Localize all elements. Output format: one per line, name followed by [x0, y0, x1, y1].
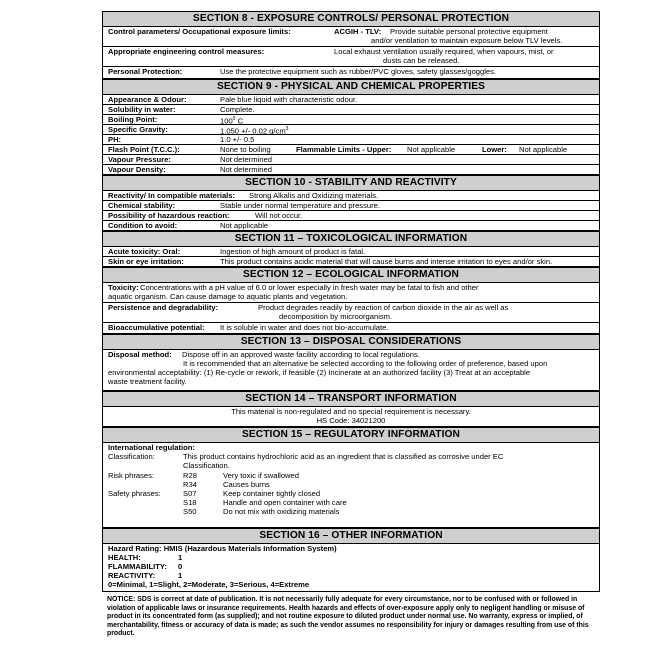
acgih-line-1: Provide suitable personal protective equipment	[390, 27, 548, 36]
section-15-header: SECTION 15 – REGULATORY INFORMATION	[102, 427, 600, 443]
solubility-row	[103, 105, 599, 115]
section-9-header: SECTION 9 - PHYSICAL AND CHEMICAL PROPERTIES	[102, 79, 600, 95]
flash-point-label: Flash Point (T.C.C.):	[108, 145, 180, 154]
sds-sheet	[102, 11, 600, 639]
skin-eye-irritation-label: Skin or eye irritation:	[108, 257, 184, 266]
section-10-header: SECTION 10 - STABILITY AND REACTIVITY	[102, 175, 600, 191]
section-13-header: SECTION 13 – DISPOSAL CONSIDERATIONS	[102, 334, 600, 350]
personal-protection-value: Use the protective equipment such as rubber/PVC gloves, safety glasses/goggles.	[220, 67, 497, 76]
bioaccumulative-label: Bioaccumulative potential:	[108, 323, 205, 332]
condition-to-avoid-value: Not applicable	[220, 221, 269, 230]
disposal-line-2: It is recommended that an alternative be selected according to the following order of preference, based upon	[183, 359, 548, 368]
section-11-body	[102, 247, 600, 267]
risk-phrases-label: Risk phrases:	[108, 471, 155, 480]
solubility-value: Complete.	[220, 105, 255, 114]
control-parameters-label: Control parameters/ Occupational exposure limits:	[108, 27, 291, 36]
toxicity-line-2: aquatic organism. Can cause damage to aquatic plants and vegetation.	[108, 292, 348, 301]
disposal-line-1: Dispose off in an approved waste facility according to local regulations.	[182, 350, 420, 359]
disposal-line-3: environmental acceptability: (1) Re-cycle or rework, if feasible (2) Incinerate at an authorized facility (3) Treat at an acceptable	[108, 368, 531, 377]
flammability-value: 0	[178, 562, 183, 571]
disposal-method-label: Disposal method:	[108, 350, 172, 359]
safety-code-3: S50	[183, 507, 197, 516]
flammable-upper-value: Not applicable	[407, 145, 456, 154]
reactivity-label: REACTIVITY:	[108, 571, 156, 580]
notice-text: NOTICE: SDS is correct at date of publication. It is not necessarily fully adequate for every circumstance, nor to be confused with or followed in violation of applicable laws or insurance requirements. Health hazards and effects of over-exposure apply only to negligent handling or misuse of product in its concentrated form (as supplied); and not routine exposure to diluted product under normal use. No warranty, express or implied, of merchantability, fitness or accuracy of data is made; as such the vendor assumes no responsibility for injury or damages resulting from use of this product.	[107, 596, 589, 638]
ph-label: PH:	[108, 135, 122, 144]
transport-line-1: This material is non-regulated and no special requirement is necessary.	[231, 407, 471, 416]
flash-point-value: None to boiling	[220, 145, 271, 154]
vapour-density-value: Not determined	[220, 165, 272, 174]
hazardous-reaction-row	[103, 211, 599, 221]
hazardous-reaction-value: Will not occur.	[255, 211, 303, 220]
acgih-line-2: and/or ventilation to maintain exposure below TLV levels.	[371, 36, 563, 45]
condition-to-avoid-label: Condition to avoid:	[108, 221, 178, 230]
specific-gravity-number: 1.050 +/- 0.02 g/cm	[220, 126, 286, 136]
classification-label: Classification:	[108, 452, 155, 461]
appearance-row	[103, 95, 599, 105]
skin-eye-irritation-value: This product contains acidic material that will cause burns and intense irritation to eyes and/or skin.	[220, 257, 553, 266]
vapour-density-label: Vapour Density:	[108, 165, 166, 174]
persistence-line-1: Product degrades readily by reaction of carbon dioxide in the air as well as	[258, 303, 509, 312]
flammable-lower-value: Not applicable	[519, 145, 568, 154]
section-10-body	[102, 191, 600, 231]
chemical-stability-label: Chemical stability:	[108, 201, 176, 210]
disposal-method-row	[103, 350, 599, 390]
persistence-label: Persistence and degradability:	[108, 303, 219, 312]
acgih-label: ACGIH - TLV:	[334, 27, 382, 36]
appearance-label: Appearance & Odour:	[108, 95, 187, 104]
specific-gravity-exponent: 3	[285, 126, 289, 132]
regulatory-block	[103, 443, 599, 527]
toxicity-line-1: Concentrations with a pH value of 6.0 or lower especially in fresh water may be fatal to fish and other	[140, 283, 479, 292]
flash-point-row	[103, 145, 599, 155]
hazard-rating-line: Hazard Rating: HMIS (Hazardous Materials Information System)	[108, 544, 337, 553]
safety-code-2: S18	[183, 498, 197, 507]
ph-row	[103, 135, 599, 145]
safety-text-1: Keep container tightly closed	[223, 489, 321, 498]
section-14-body	[102, 407, 600, 427]
safety-phrases-label: Safety phrases:	[108, 489, 161, 498]
control-parameters-row	[103, 27, 599, 47]
section-15-body	[102, 443, 600, 528]
bioaccumulative-row	[103, 323, 599, 333]
vapour-pressure-value: Not determined	[220, 155, 272, 164]
reactivity-value: 1	[178, 571, 183, 580]
disposal-line-4: waste treatment facility.	[108, 377, 187, 386]
safety-code-1: S07	[183, 489, 197, 498]
skin-eye-irritation-row	[103, 257, 599, 266]
health-value: 1	[178, 553, 183, 562]
rating-scale: 0=Minimal, 1=Slight, 2=Moderate, 3=Serious, 4=Extreme	[108, 580, 310, 589]
engineering-line-1: Local exhaust ventilation usually required, when vapours, mist, or	[334, 47, 554, 56]
international-regulation-label: International regulation:	[108, 443, 195, 452]
boiling-point-degree: 0	[232, 116, 236, 122]
solubility-label: Solubility in water:	[108, 105, 176, 114]
chemical-stability-value: Stable under normal temperature and pressure.	[220, 201, 380, 210]
flammable-upper-label: Flammable Limits - Upper:	[296, 145, 392, 154]
bioaccumulative-value: It is soluble in water and does not bio-accumulate.	[220, 323, 389, 332]
engineering-controls-row	[103, 47, 599, 67]
specific-gravity-label: Specific Gravity:	[108, 125, 168, 134]
specific-gravity-row	[103, 125, 599, 135]
risk-code-1: R28	[183, 471, 197, 480]
flammability-label: FLAMMABILITY:	[108, 562, 167, 571]
persistence-row	[103, 303, 599, 323]
acute-toxicity-label: Acute toxicity: Oral:	[108, 247, 181, 256]
incompatible-materials-row	[103, 191, 599, 201]
ph-value: 1.0 +/- 0.5	[220, 135, 255, 144]
health-label: HEALTH:	[108, 553, 141, 562]
hs-code: HS Code: 34021200	[316, 416, 386, 425]
boiling-point-label: Boiling Point:	[108, 115, 158, 124]
persistence-line-2: decomposition by microorganism.	[279, 312, 393, 321]
safety-text-3: Do not mix with oxidizing materials	[223, 507, 340, 516]
classification-line-1: This product contains hydrochloric acid as an ingredient that is classified as corrosive under EC	[183, 452, 504, 461]
risk-text-2: Causes burns	[223, 480, 270, 489]
hazardous-reaction-label: Possibility of hazardous reaction:	[108, 211, 230, 220]
section-12-body	[102, 283, 600, 334]
risk-text-1: Very toxic if swallowed	[223, 471, 299, 480]
section-9-body	[102, 95, 600, 175]
section-13-body	[102, 350, 600, 391]
toxicity-label: Toxicity:	[108, 283, 139, 292]
section-8-body	[102, 27, 600, 79]
acute-toxicity-value: Ingestion of high amount of product is fatal.	[220, 247, 366, 256]
engineering-line-2: dusts can be released.	[383, 56, 460, 65]
vapour-pressure-label: Vapour Pressure:	[108, 155, 171, 164]
classification-line-2: Classification.	[183, 461, 230, 470]
vapour-density-row	[103, 165, 599, 174]
chemical-stability-row	[103, 201, 599, 211]
boiling-point-unit: C	[235, 116, 244, 126]
vapour-pressure-row	[103, 155, 599, 165]
engineering-controls-label: Appropriate engineering control measures:	[108, 47, 265, 56]
personal-protection-label: Personal Protection:	[108, 67, 183, 76]
section-14-header: SECTION 14 – TRANSPORT INFORMATION	[102, 391, 600, 407]
safety-text-2: Handle and open container with care	[223, 498, 347, 507]
acute-toxicity-row	[103, 247, 599, 257]
condition-to-avoid-row	[103, 221, 599, 230]
section-8-header: SECTION 8 - EXPOSURE CONTROLS/ PERSONAL PROTECTION	[102, 11, 600, 27]
section-16-header: SECTION 16 – OTHER INFORMATION	[102, 528, 600, 544]
risk-code-2: R34	[183, 480, 197, 489]
incompatible-materials-label: Reactivity/ In compatible materials:	[108, 191, 236, 200]
boiling-point-row	[103, 115, 599, 125]
hmis-block	[103, 544, 599, 591]
incompatible-materials-value: Strong Alkalis and Oxidizing materials.	[249, 191, 379, 200]
toxicity-row	[103, 283, 599, 303]
flammable-lower-label: Lower:	[482, 145, 507, 154]
section-11-header: SECTION 11 – TOXICOLOGICAL INFORMATION	[102, 231, 600, 247]
section-12-header: SECTION 12 – ECOLOGICAL INFORMATION	[102, 267, 600, 283]
personal-protection-row	[103, 67, 599, 78]
section-16-body	[102, 544, 600, 592]
boiling-point-number: 100	[220, 116, 233, 126]
appearance-value: Pale blue liquid with characteristic odour.	[220, 95, 358, 104]
